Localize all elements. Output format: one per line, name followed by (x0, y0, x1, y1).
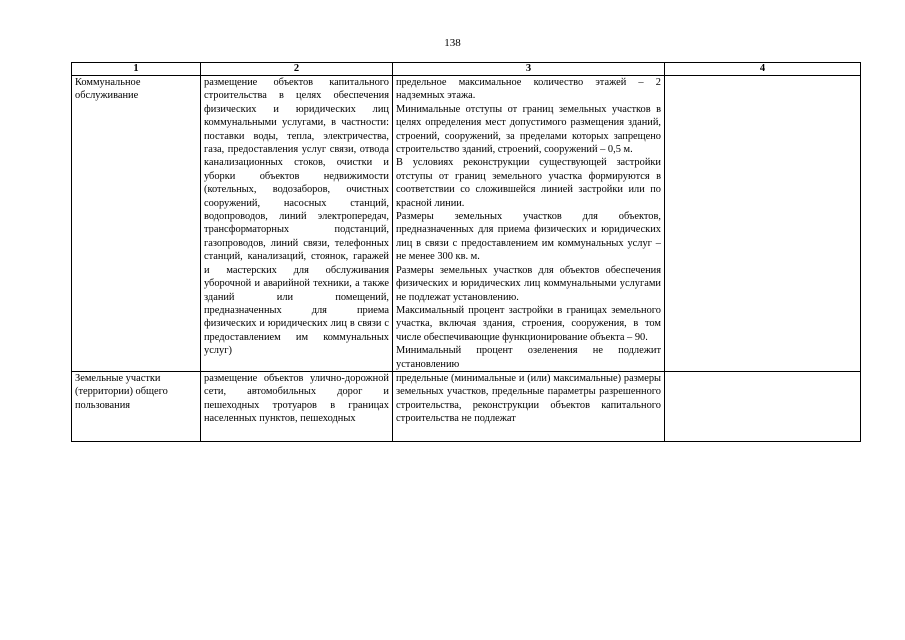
use-type-name: Коммунальное обслуживание (72, 76, 201, 372)
table-row (72, 76, 861, 372)
column-header-4: 4 (665, 63, 861, 76)
description-text: размещение объектов капитального строительства в целях обеспечения физических и юридических лиц коммунальными услугами, в частности: поставки воды, тепла, электричества, газа, предоставления услуг связи, отвода канализационных стоков, очистки и уборки объектов недвижимости (котельных, водозаборов, очистных сооружений, насосных станций, водопроводов, линий электропередач, трансформаторных подстанций, газопроводов, линий связи, телефонных станций, канализаций, стоянок, гаражей и мастерских для обслуживания уборочной и аварийной техники, а также зданий или помещений, предназначенных для приема физических и юридических лиц в связи с предоставлением им коммунальных услуг) (204, 77, 389, 357)
parameter-paragraph: предельные (минимальные и (или) максимальные) размеры земельных участков, предельные параметры разрешенного строительства, реконструкции объектов капитального строительства не подлежат (396, 372, 661, 425)
page-number: 138 (444, 37, 461, 49)
description-text: размещение объектов улично-дорожной сети, автомобильных дорог и пешеходных тротуаров в границах населенных пунктов, пешеходных (204, 372, 389, 425)
parameters-cell (393, 76, 665, 372)
table-row (72, 371, 861, 441)
use-type-name (72, 371, 201, 441)
column-header-2: 2 (201, 63, 393, 76)
parameter-paragraph: предельное максимальное количество этажей – 2 надземных этажа. (396, 77, 661, 102)
column-header-3: 3 (393, 63, 665, 76)
parameter-paragraph: Максимальный процент застройки в границах земельного участка, включая здания, строения, сооружения, в том числе обеспечивающие функционирование объекта – 90. (396, 304, 661, 343)
use-type-description (201, 371, 393, 441)
parameters-cell (393, 371, 665, 441)
use-type-name-text: Земельные участки (территории) общего пользования (75, 372, 168, 411)
notes-cell (665, 76, 861, 372)
column-header-1: 1 (72, 63, 201, 76)
table-header-row (72, 63, 861, 76)
notes-cell (665, 371, 861, 441)
regulations-table (71, 62, 861, 442)
parameter-paragraph: В условиях реконструкции существующей застройки отступы от границ земельного участка формируются в соответствии со сложившейся линией застройки или по красной линии. (396, 157, 661, 209)
parameter-paragraph: Минимальные отступы от границ земельных участков в целях определения мест допустимого размещения зданий, строений, сооружений, за пределами которых запрещено строительство зданий, строений, сооружений – 0,5 м. (396, 103, 661, 156)
parameter-paragraph: Размеры земельных участков для объектов, предназначенных для приема физических и юридических лиц в связи с предоставлением им коммунальных услуг – не менее 300 кв. м. (396, 211, 661, 263)
parameter-paragraph: Размеры земельных участков для объектов обеспечения физических и юридических лиц коммунальными услугами не подлежат установлению. (396, 264, 661, 303)
use-type-description (201, 76, 393, 372)
parameter-paragraph: Минимальный процент озеленения не подлежит установлению (396, 345, 661, 370)
